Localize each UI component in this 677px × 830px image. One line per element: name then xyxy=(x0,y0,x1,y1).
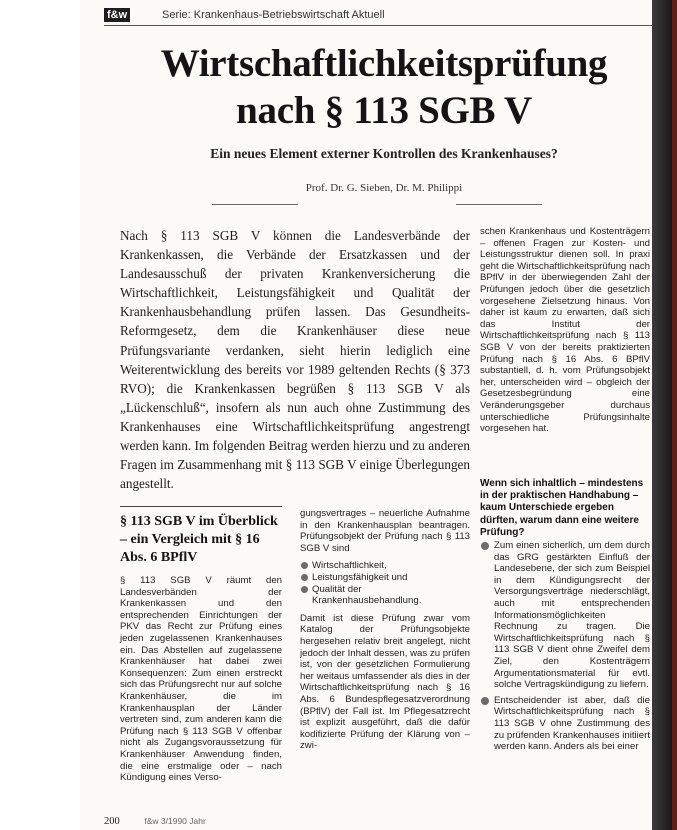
criteria-list xyxy=(300,560,470,606)
middle-column xyxy=(300,508,470,752)
page-number: 200 xyxy=(104,816,120,827)
middle-text: Damit ist diese Prüfung zwar vom Katalog der Prüfungsobjekte hergesehen relativ breit angelegt, nicht jedoch der Inhalt dessen, was zu prüfen ist, von der gesetzlichen Formulierung her weitaus umfassender als dies in der Wirtschaftlichkeitsprüfung nach § 16 Abs. 6 Bundespflegesatzverordnung (BPflV) der Fall ist. Im Pflegesatzrecht ist explizit ausgeführt, daß die dafür kodifizierte Prüfung der Klärung von – zwi- xyxy=(300,612,470,752)
page-footer xyxy=(104,816,206,827)
section-rule xyxy=(120,506,282,507)
header-rule xyxy=(104,25,652,26)
right-column-question: Wenn sich inhaltlich – mindestens in der praktischen Handhabung – kaum Unterschiede ergeben dürften, warum dann eine weitere Prüfung? xyxy=(480,478,644,538)
authors-rule-left xyxy=(212,204,298,205)
section-column xyxy=(120,506,282,784)
bullet-icon xyxy=(481,697,489,705)
bullet-icon xyxy=(481,542,489,550)
lead-paragraph: Nach § 113 SGB V können die Landesverbände der Krankenkassen, die Verbände der Ersatzkassen und der Landesausschuß der privaten Krankenversicherung die Wirtschaftlichkeit, Leistungsfähigkeit und Qualität der Krankenhausbehandlung prüfen lassen. Das Gesundheits-Reformgesetz, dem die Krankenhäuser diese neue Prüfungsvariante verdanken, sieht hierin lediglich eine Weiterentwicklung des bereits vor 1989 geltenden Rechts (§ 373 RVO); die Krankenkassen begrüßen § 113 SGB V als „Lückenschluß“, insofern als nun auch ohne Zustimmung des Krankenhauses eine Wirtschaftlichkeitsprüfung angestrengt werden kann. Im folgenden Beitrag werden hierzu und zu anderen Fragen im Zusammenhang mit § 113 SGB V einige Überlegungen angestellt. xyxy=(120,228,470,492)
bullet-icon xyxy=(301,562,308,569)
bullet-icon xyxy=(301,586,308,593)
journal-issue: f&w 3/1990 Jahr xyxy=(144,816,206,826)
title-line-2: nach § 113 SGB V xyxy=(236,89,532,132)
article-subtitle: Ein neues Element externer Kontrollen des Krankenhauses? xyxy=(210,146,558,161)
list-item-text: Leistungsfähigkeit und xyxy=(312,571,408,583)
authors-line: Prof. Dr. G. Sieben, Dr. M. Philippi xyxy=(305,182,463,194)
section-body: § 113 SGB V räumt den Landesverbänden der Krankenkassen und den entsprechenden Einrichtungen der PKV das Recht zur Prüfung eines jeden zugelassenen Krankenhauses ein. Das Abstellen auf zugelassene Krankenhäuser hat dabei zwei Konsequenzen: Zum einen erstreckt sich das Prüfungsrecht nur auf solche Krankenhäuser, die im Krankenhausplan der Länder vertreten sind, zum anderen kann die Prüfung nach § 113 SGB V offenbar nicht als Zugangsvoraussetzung für Krankenhäuser Anwendung finden, die eine erstmalige oder – nach Kündigung eines Verso- xyxy=(120,575,282,784)
book-spine xyxy=(672,0,677,830)
title-line-1: Wirtschaftlichkeitsprüfung xyxy=(160,42,608,85)
list-item xyxy=(480,540,650,691)
list-item xyxy=(300,560,470,572)
article-title xyxy=(110,40,658,134)
list-item xyxy=(480,695,650,753)
journal-logo: f&w xyxy=(104,8,130,22)
authors-rule-right xyxy=(456,204,542,205)
right-column-text: schen Krankenhaus und Kostenträgern – offenen Fragen zur Kosten- und Leistungsstruktur dienen soll. In praxi geht die Wirtschaftlichkeitsprüfung nach BPflV in der überwiegenden Zahl der Prüfungen jedoch über die gesetzlich vorgesehene Zielsetzung hinaus. Von daher ist kaum zu erwarten, daß sich das Institut der Wirtschaftlichkeitsprüfung nach § 113 SGB V von der bereits praktizierten Prüfung nach § 16 Abs. 6 BPflV substantiell, d. h. vom Prüfungsobjekt her, unterscheiden wird – obgleich der Gesetzesbegründung eine Veränderungsgeber durchaus unterschiedliche Prüfungsinhalte vorgesehen hat. xyxy=(480,226,650,435)
list-item xyxy=(300,584,470,607)
page-header xyxy=(104,8,652,24)
bullet-text: Zum einen sicherlich, um dem durch das GRG gestärkten Einfluß der Landesebene, der sich zum Beispiel in dem Kündigungsrecht der Versorgungsverträge niederschlägt, auch mit entsprechenden Informationsmöglichkeiten Rechnung zu tragen. Die Wirtschaftlichkeitsprüfung nach § 113 SGB V dient ohne Zweifel dem Ziel, den Kostenträgern Argumentationsmaterial für evtl. solche Vertragskündigung zu liefern. xyxy=(494,540,650,691)
bullet-text: Entscheidender ist aber, daß die Wirtschaftlichkeitsprüfung nach § 113 SGB V ohne Zustimmung des zu prüfenden Krankenhauses initiiert werden kann. Anders als bei einer xyxy=(494,694,650,753)
right-column-bullets xyxy=(480,540,650,757)
middle-intro: gungsvertrages – neuerliche Aufnahme in den Krankenhausplan beantragen. Prüfungsobjekt der Prüfung nach § 113 SGB V sind xyxy=(300,508,470,554)
list-item xyxy=(300,572,470,584)
section-heading: § 113 SGB V im Überblick – ein Vergleich mit § 16 Abs. 6 BPflV xyxy=(120,514,278,565)
series-label: Serie: Krankenhaus-Betriebswirtschaft Aktuell xyxy=(162,9,385,21)
list-item-text: Qualität der Krankenhausbehandlung. xyxy=(312,583,422,607)
bullet-icon xyxy=(301,574,308,581)
list-item-text: Wirtschaftlichkeit, xyxy=(312,560,387,572)
